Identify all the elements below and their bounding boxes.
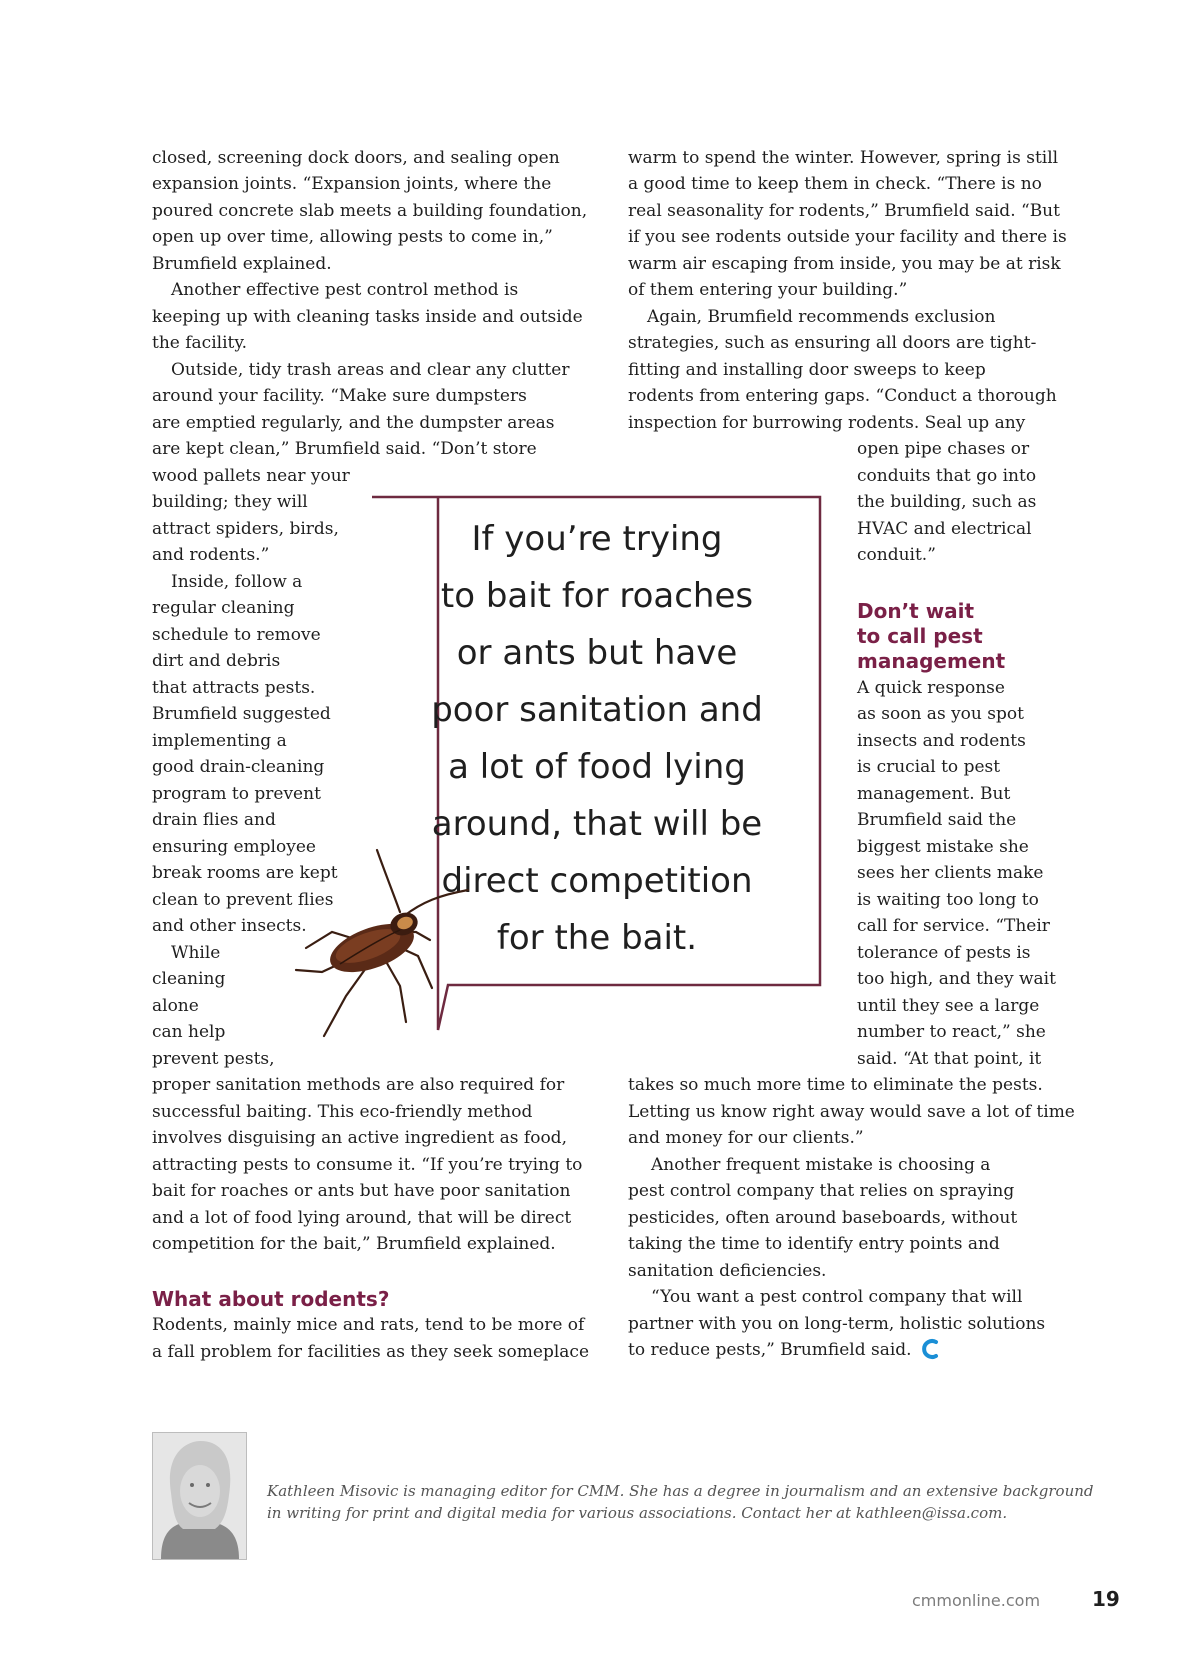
body-line: are emptied regularly, and the dumpster areas <box>152 413 555 433</box>
body-line: strategies, such as ensuring all doors are tight- <box>628 333 1037 353</box>
body-line: good drain-cleaning <box>152 757 325 777</box>
body-line: number to react,” she <box>857 1022 1046 1042</box>
body-line: “You want a pest control company that will <box>651 1287 1023 1307</box>
author-portrait <box>153 1433 246 1559</box>
body-line: break rooms are kept <box>152 863 338 883</box>
body-line: is waiting too long to <box>857 890 1039 910</box>
body-line: competition for the bait,” Brumfield explained. <box>152 1234 556 1254</box>
body-line: conduits that go into <box>857 466 1037 486</box>
body-line: expansion joints. “Expansion joints, where the <box>152 174 552 194</box>
body-line: a fall problem for facilities as they seek someplace <box>152 1342 590 1362</box>
body-line: dirt and debris <box>152 651 281 671</box>
pull-quote-line: around, that will be <box>431 804 763 844</box>
body-line: Outside, tidy trash areas and clear any clutter <box>171 360 570 380</box>
body-line: can help <box>152 1022 226 1042</box>
subheading-rodents: What about rodents? <box>152 1287 390 1311</box>
body-line: wood pallets near your <box>152 466 350 486</box>
body-line: is crucial to pest <box>857 757 1001 777</box>
body-line: successful baiting. This eco-friendly method <box>152 1102 533 1122</box>
body-line: partner with you on long-term, holistic solutions <box>628 1314 1046 1334</box>
body-line: taking the time to identify entry points and <box>628 1234 1000 1254</box>
body-line: and rodents.” <box>152 545 270 565</box>
body-line: keeping up with cleaning tasks inside and outside <box>152 307 583 327</box>
body-line: and a lot of food lying around, that will be direct <box>152 1208 572 1228</box>
body-line: Another frequent mistake is choosing a <box>651 1155 991 1175</box>
footer-site-link[interactable]: cmmonline.com <box>912 1591 1041 1610</box>
body-line: Rodents, mainly mice and rats, tend to be more of <box>152 1315 585 1335</box>
body-line: ensuring employee <box>152 837 316 857</box>
body-line: sanitation deficiencies. <box>628 1261 827 1281</box>
body-line: regular cleaning <box>152 598 295 618</box>
subheading-dont-wait-1: Don’t wait <box>857 599 975 623</box>
pull-quote-line: a lot of food lying <box>448 747 746 787</box>
body-line: are kept clean,” Brumfield said. “Don’t store <box>152 439 537 459</box>
pull-quote-line: for the bait. <box>496 918 698 958</box>
pull-quote-line: or ants but have <box>456 633 738 673</box>
body-line: Again, Brumfield recommends exclusion <box>647 307 996 327</box>
body-line: schedule to remove <box>152 625 321 645</box>
end-mark-icon <box>921 1338 941 1360</box>
body-line: implementing a <box>152 731 287 751</box>
body-line: attract spiders, birds, <box>152 519 339 539</box>
cockroach-icon <box>272 840 472 1040</box>
pull-quote-line: poor sanitation and <box>431 690 763 730</box>
body-line: pesticides, often around baseboards, without <box>628 1208 1018 1228</box>
body-line: until they see a large <box>857 996 1040 1016</box>
body-line: and money for our clients.” <box>628 1128 864 1148</box>
body-line-text: to reduce pests,” Brumfield said. <box>628 1340 912 1360</box>
body-line: involves disguising an active ingredient as food, <box>152 1128 567 1148</box>
body-line: tolerance of pests is <box>857 943 1031 963</box>
pull-quote-line: If you’re trying <box>471 519 723 559</box>
body-line: bait for roaches or ants but have poor sanitation <box>152 1181 571 1201</box>
body-line: Brumfield suggested <box>152 704 331 724</box>
body-line: drain flies and <box>152 810 276 830</box>
body-line: warm air escaping from inside, you may be at risk <box>628 254 1061 274</box>
author-photo <box>152 1432 247 1560</box>
subheading-dont-wait-2: to call pest <box>857 624 983 648</box>
pull-quote-line: to bait for roaches <box>440 576 754 616</box>
body-line: Brumfield explained. <box>152 254 332 274</box>
body-line: rodents from entering gaps. “Conduct a thorough <box>628 386 1057 406</box>
body-line: around your facility. “Make sure dumpsters <box>152 386 527 406</box>
body-line: insects and rodents <box>857 731 1026 751</box>
body-line: While <box>171 943 221 963</box>
author-bio-line: in writing for print and digital media for various associations. Contact her at kathleen@issa.com. <box>267 1504 1008 1522</box>
body-line: that attracts pests. <box>152 678 316 698</box>
body-line: a good time to keep them in check. “There is no <box>628 174 1042 194</box>
page-number: 19 <box>1092 1587 1120 1611</box>
body-line: program to prevent <box>152 784 321 804</box>
body-line: pest control company that relies on spraying <box>628 1181 1015 1201</box>
body-line: Letting us know right away would save a lot of time <box>628 1102 1075 1122</box>
body-line: HVAC and electrical <box>857 519 1032 539</box>
body-line: biggest mistake she <box>857 837 1029 857</box>
body-line: building; they will <box>152 492 308 512</box>
body-line: alone <box>152 996 199 1016</box>
body-line: said. “At that point, it <box>857 1049 1042 1069</box>
body-line: closed, screening dock doors, and sealing open <box>152 148 560 168</box>
body-line: of them entering your building.” <box>628 280 908 300</box>
body-line: Another effective pest control method is <box>171 280 519 300</box>
body-line: sees her clients make <box>857 863 1044 883</box>
body-line: proper sanitation methods are also required for <box>152 1075 565 1095</box>
body-line: the building, such as <box>857 492 1037 512</box>
body-line: conduit.” <box>857 545 936 565</box>
body-line: management. But <box>857 784 1011 804</box>
body-line: A quick response <box>857 678 1005 698</box>
body-line: open pipe chases or <box>857 439 1030 459</box>
author-bio-line: Kathleen Misovic is managing editor for CMM. She has a degree in journalism and an extensive background <box>267 1482 1094 1500</box>
body-line: if you see rodents outside your facility and there is <box>628 227 1067 247</box>
body-line-last <box>628 1337 941 1364</box>
body-line: real seasonality for rodents,” Brumfield said. “But <box>628 201 1060 221</box>
body-line: and other insects. <box>152 916 307 936</box>
body-line: too high, and they wait <box>857 969 1056 989</box>
subheading-dont-wait-3: management <box>857 649 1006 673</box>
body-line: poured concrete slab meets a building foundation, <box>152 201 588 221</box>
body-line: cleaning <box>152 969 226 989</box>
body-line: Inside, follow a <box>171 572 303 592</box>
body-line: call for service. “Their <box>857 916 1050 936</box>
body-line: takes so much more time to eliminate the pests. <box>628 1075 1043 1095</box>
body-line: inspection for burrowing rodents. Seal up any <box>628 413 1026 433</box>
body-line: fitting and installing door sweeps to keep <box>628 360 986 380</box>
body-line: prevent pests, <box>152 1049 275 1069</box>
body-line: as soon as you spot <box>857 704 1024 724</box>
pull-quote-line: direct competition <box>441 861 753 901</box>
body-line: open up over time, allowing pests to come in,” <box>152 227 553 247</box>
body-line: Brumfield said the <box>857 810 1017 830</box>
body-line: warm to spend the winter. However, spring is still <box>628 148 1059 168</box>
body-line: clean to prevent flies <box>152 890 334 910</box>
body-line: the facility. <box>152 333 248 353</box>
body-line: attracting pests to consume it. “If you’re trying to <box>152 1155 583 1175</box>
